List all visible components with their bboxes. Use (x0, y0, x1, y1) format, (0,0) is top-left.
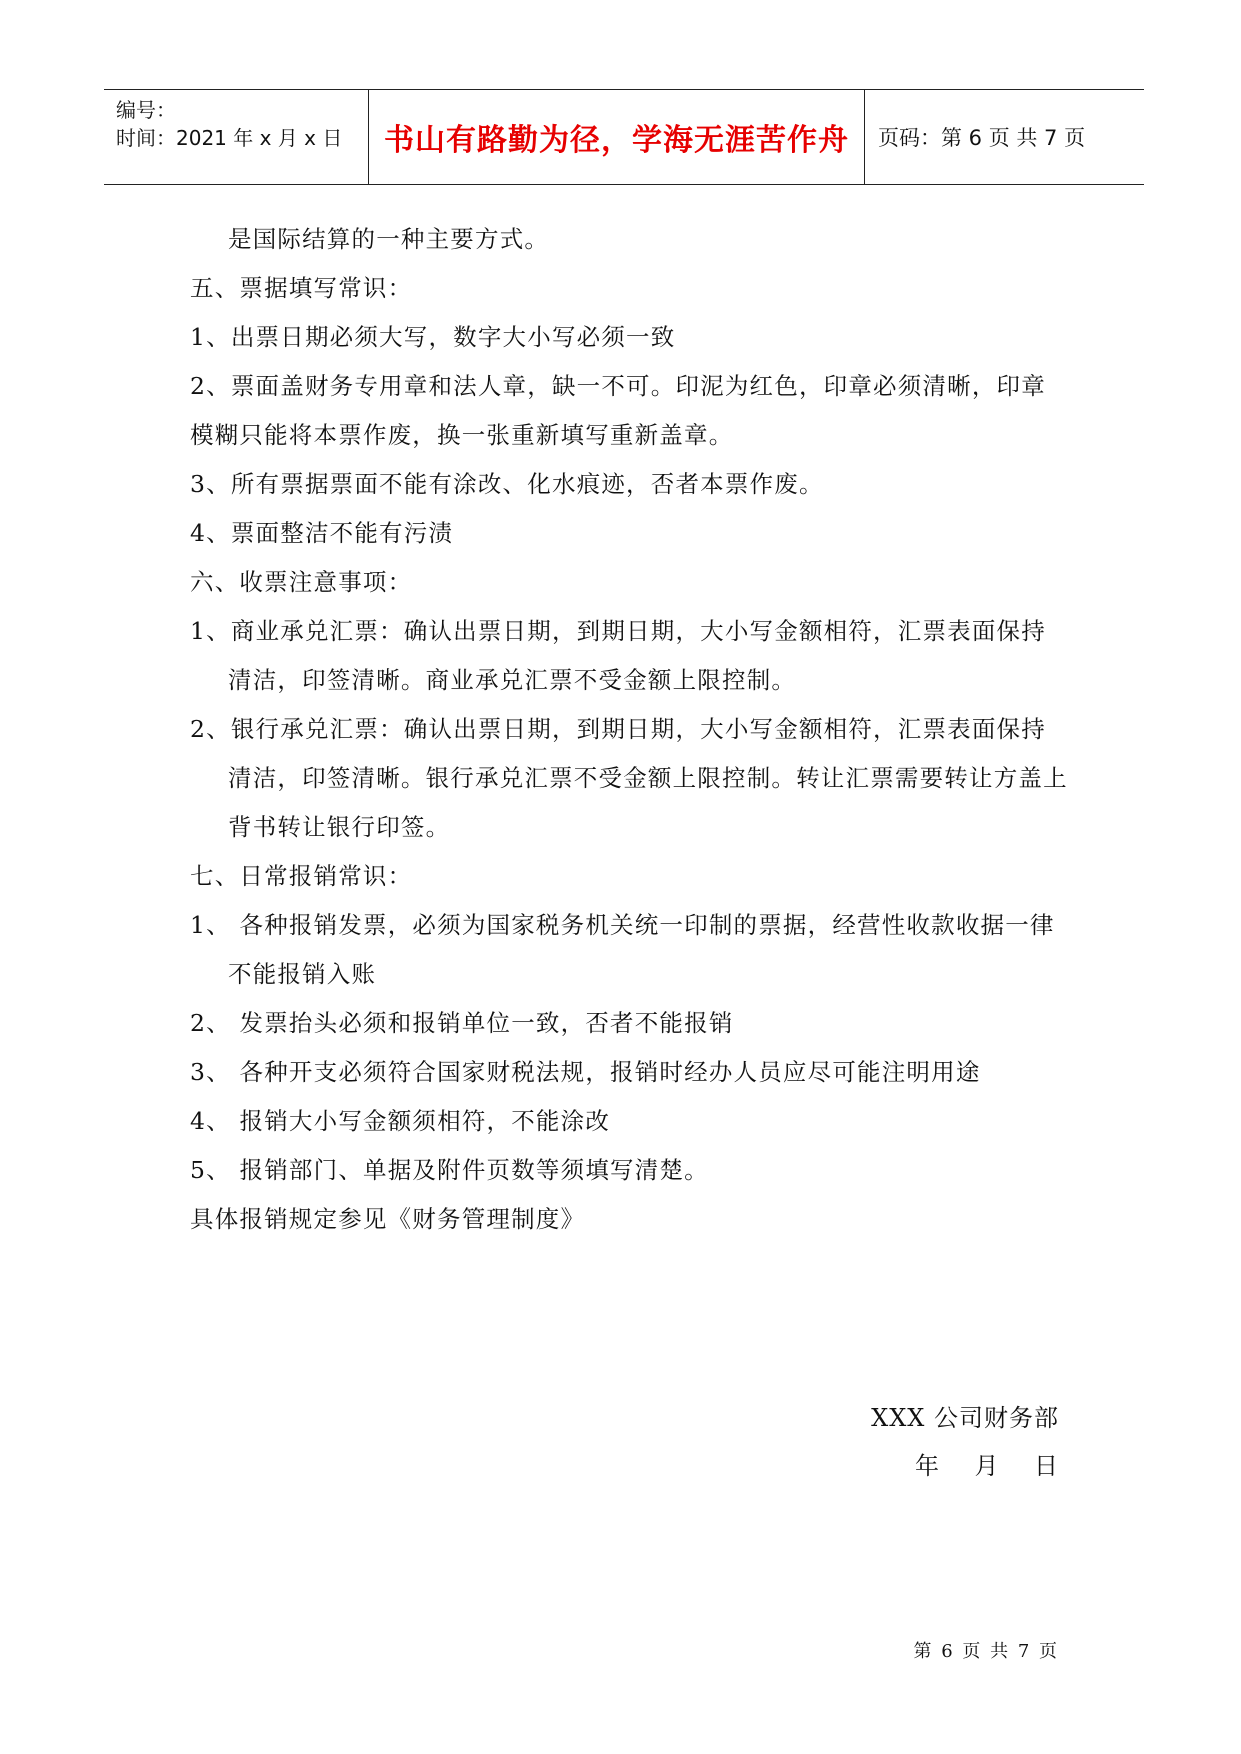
list-item: 1、出票日期必须大写，数字大小写必须一致 (190, 323, 676, 351)
list-item: 3、所有票据票面不能有涂改、化水痕迹，否者本票作废。 (190, 470, 824, 498)
signature-date: 年 月 日 (914, 1452, 1059, 1480)
header-motto: 书山有路勤为径，学海无涯苦作舟 (384, 123, 849, 158)
section-heading: 五、票据填写常识： (190, 274, 413, 302)
document-number-label: 编号： (116, 98, 176, 122)
header-page-cell (866, 90, 1144, 184)
list-item: 2、银行承兑汇票：确认出票日期，到期日期，大小写金额相符，汇票表面保持清洁，印签清晰。银行承兑汇票不受金额上限控制。转让汇票需要转让方盖上背书转让银行印签。 (190, 715, 1068, 841)
list-item: 1、 各种报销发票，必须为国家税务机关统一印制的票据，经营性收款收据一律不能报销入账 (190, 911, 1055, 988)
section-heading: 七、日常报销常识： (190, 862, 413, 890)
list-item: 1、商业承兑汇票：确认出票日期，到期日期，大小写金额相符，汇票表面保持清洁，印签清晰。商业承兑汇票不受金额上限控制。 (190, 617, 1046, 694)
document-time-label: 时间：2021 年 x 月 x 日 (116, 126, 343, 150)
list-item: 4、 报销大小写金额须相符，不能涂改 (190, 1107, 611, 1135)
list-item: 3、 各种开支必须符合国家财税法规，报销时经办人员应尽可能注明用途 (190, 1058, 981, 1086)
list-item: 4、票面整洁不能有污渍 (190, 519, 454, 547)
header-info-cell (104, 90, 369, 184)
header-motto-cell (369, 90, 865, 184)
signature-org: XXX 公司财务部 (871, 1404, 1059, 1432)
document-body (190, 215, 1070, 1244)
body-paragraph: 具体报销规定参见《财务管理制度》 (190, 1205, 586, 1233)
header-page-number: 页码：第 6 页 共 7 页 (878, 126, 1086, 150)
page-footer: 第 6 页 共 7 页 (913, 1641, 1059, 1662)
list-item: 5、 报销部门、单据及附件页数等须填写清楚。 (190, 1156, 709, 1184)
section-heading: 六、收票注意事项： (190, 568, 413, 596)
list-item: 2、票面盖财务专用章和法人章，缺一不可。印泥为红色，印章必须清晰，印章模糊只能将本票作废，换一张重新填写重新盖章。 (190, 372, 1046, 449)
body-paragraph: 是国际结算的一种主要方式。 (228, 225, 550, 253)
page-header (104, 89, 1144, 185)
list-item: 2、 发票抬头必须和报销单位一致，否者不能报销 (190, 1009, 734, 1037)
